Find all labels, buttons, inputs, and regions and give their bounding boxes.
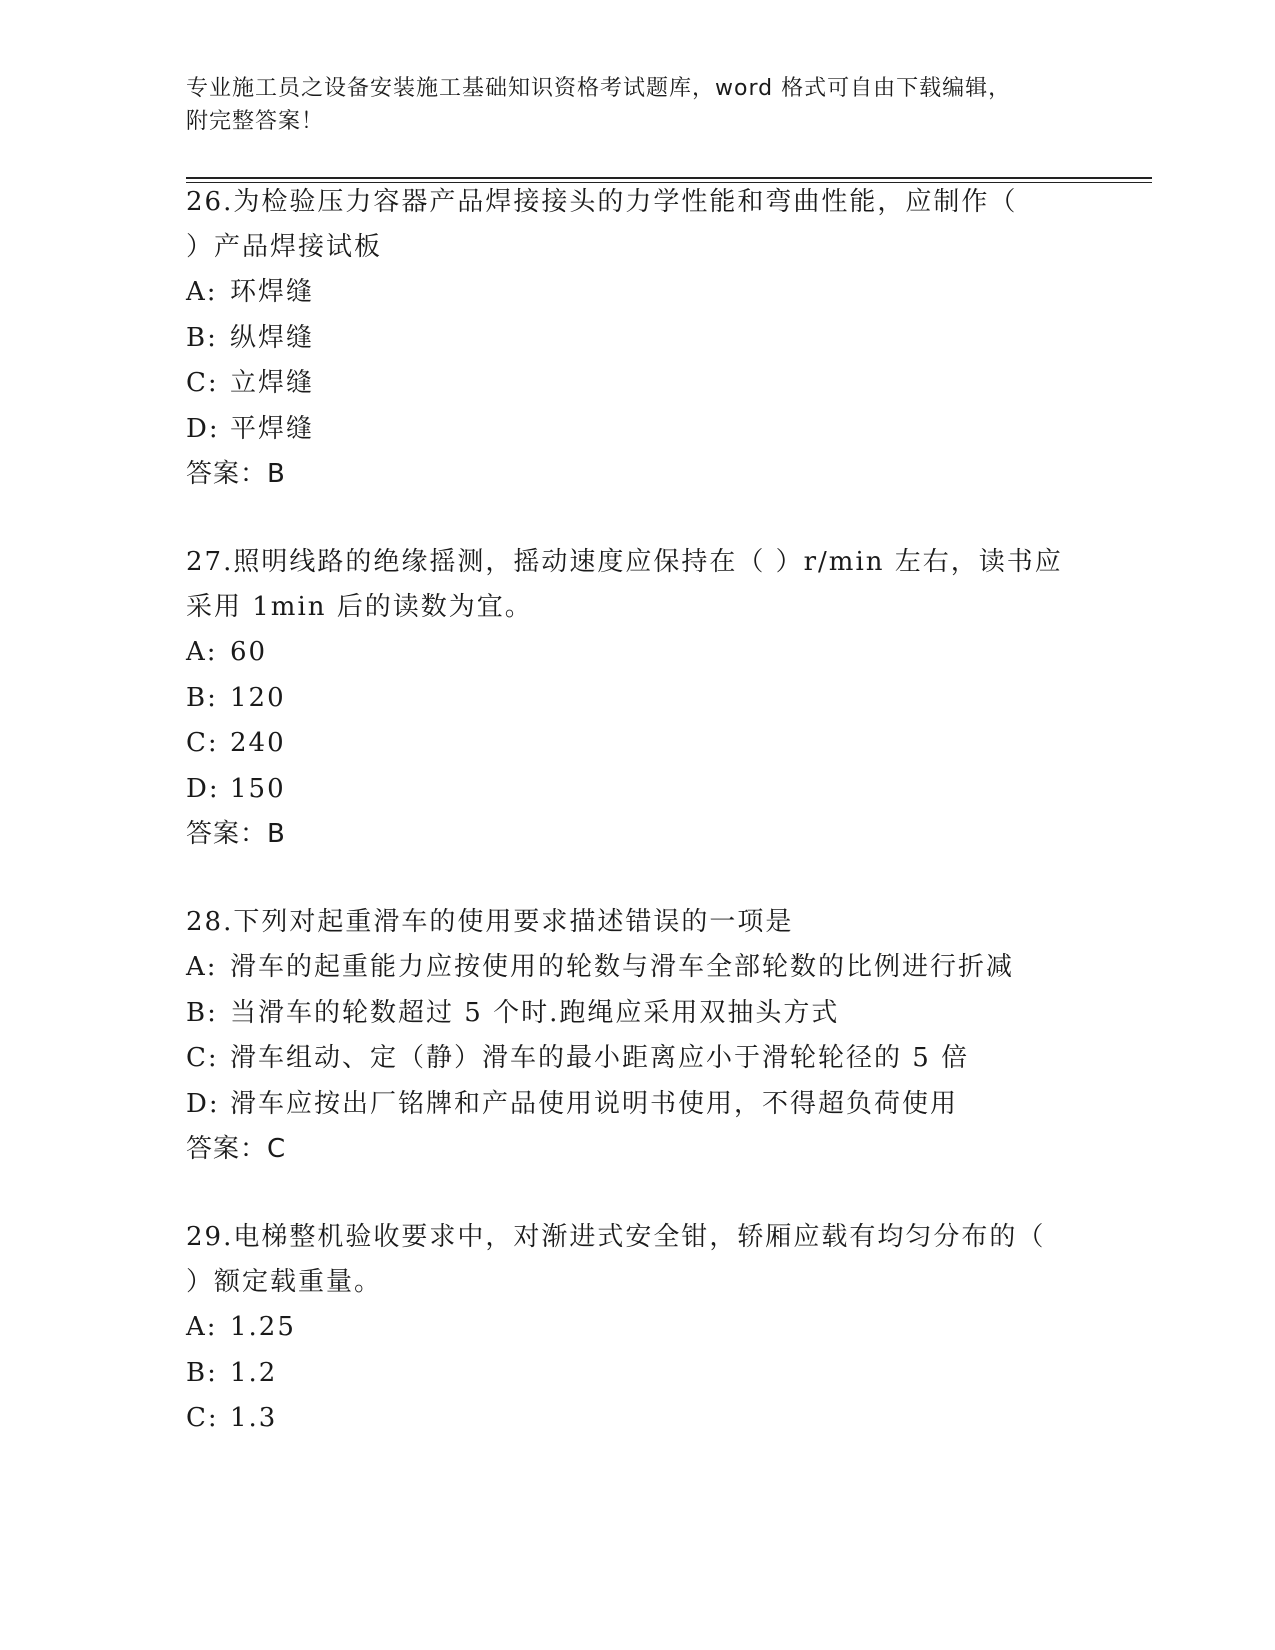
option-text: 1.2	[230, 1357, 278, 1388]
question-stem-line: 27.照明线路的绝缘摇测，摇动速度应保持在（ ）r/min 左右，读书应	[186, 547, 1063, 577]
option-d	[186, 407, 1086, 453]
option-a	[186, 945, 1086, 991]
option-a	[186, 270, 1086, 316]
option-text: 纵焊缝	[230, 322, 315, 353]
option-letter: A:	[186, 637, 218, 667]
option-letter: D:	[186, 773, 220, 804]
option-b	[186, 676, 1086, 722]
question-stem-line: ）额定载重量。	[186, 1267, 383, 1297]
question-stem-line: 26.为检验压力容器产品焊接接头的力学性能和弯曲性能，应制作（	[186, 187, 1018, 217]
header-line-1: 专业施工员之设备安装施工基础知识资格考试题库，word 格式可自由下载编辑，	[186, 76, 1012, 101]
option-text: 当滑车的轮数超过 5 个时.跑绳应采用双抽头方式	[230, 997, 840, 1028]
option-d	[186, 1082, 1086, 1128]
option-d	[186, 767, 1086, 813]
option-text: 120	[230, 682, 286, 713]
option-c	[186, 1396, 1086, 1442]
option-letter: A:	[186, 952, 218, 982]
question-26	[186, 180, 1086, 497]
option-letter: D:	[186, 1088, 220, 1119]
option-text: 1.3	[230, 1403, 278, 1433]
option-a	[186, 1305, 1086, 1351]
option-text: 1.25	[230, 1312, 296, 1342]
option-text: 60	[230, 637, 268, 667]
answer-line: 答案：B	[186, 819, 286, 849]
option-text: 环焊缝	[230, 277, 315, 307]
question-stem-line: 28.下列对起重滑车的使用要求描述错误的一项是	[186, 907, 794, 937]
header-line-2: 附完整答案！	[186, 109, 325, 134]
option-c	[186, 721, 1086, 767]
option-letter: A:	[186, 277, 218, 307]
option-c	[186, 361, 1086, 407]
option-text: 240	[230, 728, 286, 758]
option-c	[186, 1036, 1086, 1082]
option-letter: C:	[186, 1043, 219, 1073]
answer-line: 答案：B	[186, 459, 286, 489]
option-text: 滑车组动、定（静）滑车的最小距离应小于滑轮轮径的 5 倍	[230, 1043, 970, 1073]
option-b	[186, 1351, 1086, 1397]
option-letter: D:	[186, 413, 220, 444]
option-letter: B:	[186, 1357, 218, 1388]
document-header	[186, 72, 1066, 138]
option-letter: C:	[186, 368, 219, 398]
option-text: 平焊缝	[230, 413, 315, 444]
question-stem-line: ）产品焊接试板	[186, 232, 383, 262]
option-letter: B:	[186, 322, 218, 353]
question-stem-line: 采用 1min 后的读数为宜。	[186, 592, 533, 622]
question-stem-line: 29.电梯整机验收要求中，对渐进式安全钳，轿厢应载有均匀分布的（	[186, 1222, 1046, 1252]
option-text: 立焊缝	[230, 368, 315, 398]
question-29	[186, 1215, 1086, 1442]
header-divider-thick	[186, 177, 1152, 179]
option-text: 滑车的起重能力应按使用的轮数与滑车全部轮数的比例进行折减	[230, 952, 1015, 982]
option-letter: A:	[186, 1312, 218, 1342]
option-b	[186, 316, 1086, 362]
answer-line: 答案：C	[186, 1134, 287, 1164]
option-text: 滑车应按出厂铭牌和产品使用说明书使用，不得超负荷使用	[230, 1088, 959, 1119]
option-letter: B:	[186, 682, 218, 713]
option-b	[186, 991, 1086, 1037]
option-letter: C:	[186, 1403, 219, 1433]
option-letter: B:	[186, 997, 218, 1028]
option-text: 150	[230, 773, 286, 804]
question-27	[186, 540, 1086, 857]
question-28	[186, 900, 1086, 1172]
option-letter: C:	[186, 728, 219, 758]
option-a	[186, 630, 1086, 676]
